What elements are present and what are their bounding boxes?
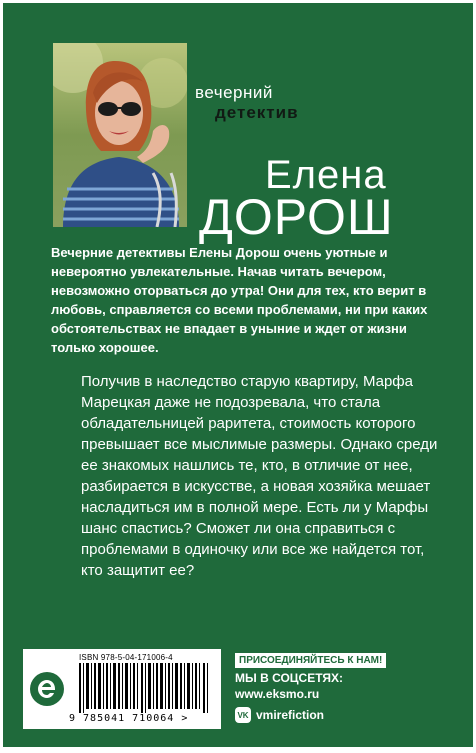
book-summary: Получив в наследство старую квартиру, Марфа Марецкая даже не подозревала, что стала обладательницей раритета, стоимость которого превышает все мыслимые размеры. Однако среди ее знакомых нашлись те, кто, в отличие от нее, разбирается в искусстве, а новая хозяйка мешает насладиться им в полной мере. Есть ли у Марфы шанс спастись? Сможет ли она справиться с проблемами в одиночку или все же найдется тот, кто защитит ее? <box>81 373 438 579</box>
author-last-name: ДОРОШ <box>199 189 394 245</box>
book-back-cover <box>3 3 473 747</box>
social-title: МЫ В СОЦСЕТЯХ: <box>235 671 344 685</box>
vk-handle: vmirefiction <box>256 708 325 722</box>
eksmo-logo-icon <box>29 671 65 707</box>
author-first-name: Елена <box>265 153 387 197</box>
barcode-digits: 9 785041 710064 > <box>69 713 189 724</box>
social-panel <box>235 650 386 723</box>
barcode-panel <box>23 649 221 729</box>
publisher-website: www.eksmo.ru <box>235 687 320 701</box>
series-label <box>195 83 299 123</box>
join-badge: ПРИСОЕДИНЯЙТЕСЬ К НАМ! <box>235 653 386 668</box>
vk-link <box>235 707 386 723</box>
series-blurb: Вечерние детективы Елены Дорош очень уютные и невероятно увлекательные. Начав читать вечером, невозможно оторваться до утра! Они для тех, кто верит в любовь, справляется со всеми проблемами, ни при каких обстоятельствах не впадает в уныние и ждет от жизни только хорошее. <box>51 245 428 355</box>
author-photo <box>53 43 187 227</box>
vk-icon: VK <box>235 707 251 723</box>
series-line-2: детектив <box>215 103 299 122</box>
series-line-1: вечерний <box>195 83 273 102</box>
barcode <box>79 663 215 713</box>
isbn-number: ISBN 978-5-04-171006-4 <box>79 653 173 662</box>
